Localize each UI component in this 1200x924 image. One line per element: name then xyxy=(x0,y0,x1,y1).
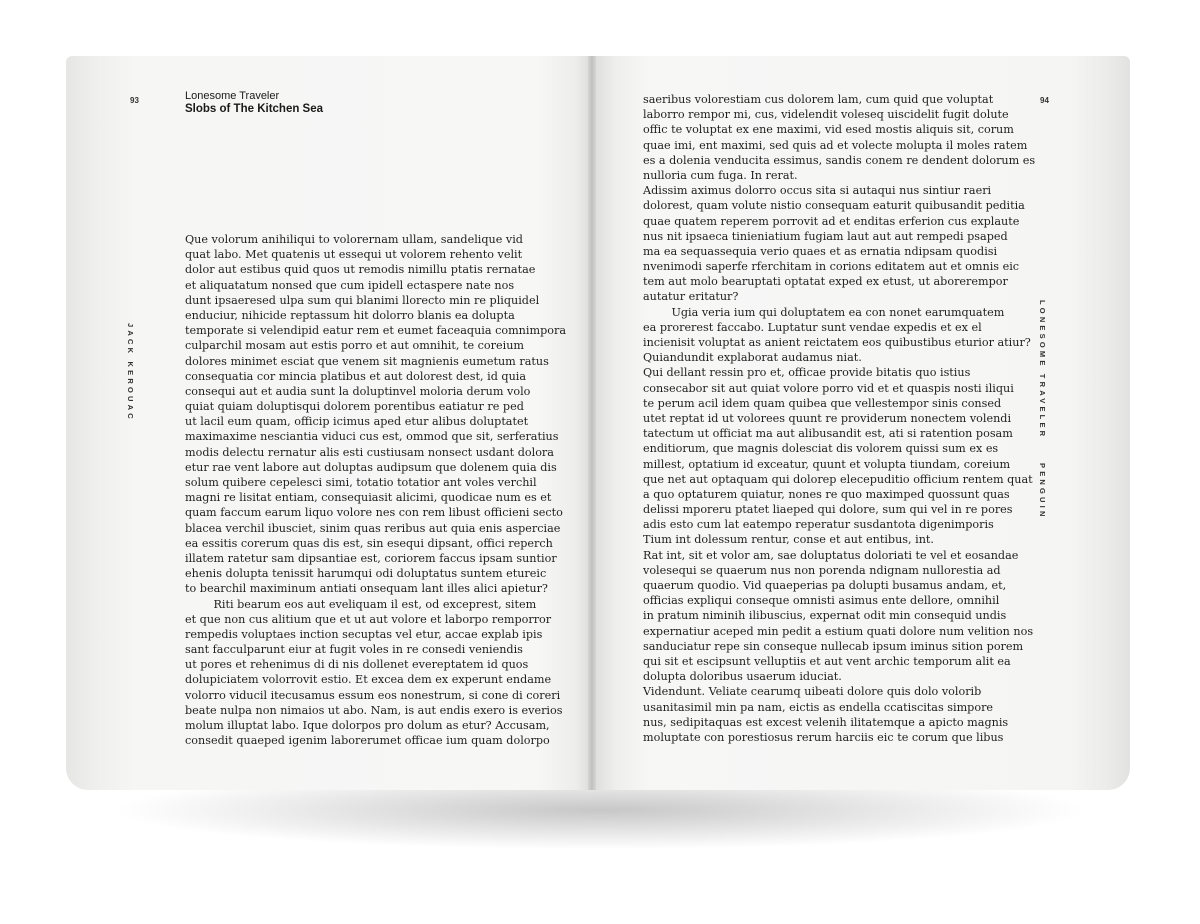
text-line: consequi aut et audia sunt la doluptinvel moloria derum volo xyxy=(185,384,531,398)
text-line: molum illuptat labo. Ique dolorpos pro dolum as etur? Accusam, xyxy=(185,719,550,732)
text-line: que net aut optaquam qui dolorep elecepuditio officium rentem quat xyxy=(643,472,1033,486)
text-line: etur rae vent labore aut doluptas audipsum que dolenem quia dis xyxy=(185,460,557,474)
text-line: temporate si velendipid eatur rem et eumet faceaquia comnimpora xyxy=(185,324,566,338)
text-line: saeribus volorestiam cus dolorem lam, cum quid que voluptat xyxy=(643,93,994,106)
text-line: quae imi, ent maximi, sed quis ad et volecte molupta il moles ratem xyxy=(643,138,1028,152)
text-line: Qui dellant ressin pro et, officae provide bitatis quo istius xyxy=(643,366,971,380)
text-line: to bearchil maximinum antiati onsequam lant illes alici apietur? xyxy=(185,582,548,596)
text-line: ma ea sequassequia verio quaes et as ernatia ndipsam quodisi xyxy=(643,244,998,258)
text-line: te perum acil idem quam quibea que vellestempor sinis consed xyxy=(643,396,1002,410)
text-line: Que volorum anihiliqui to volorernam ullam, sandelique vid xyxy=(185,233,523,246)
text-line: enditiorum, que magnis dolesciat dis volorem quissi sum ex es xyxy=(643,442,999,456)
text-line: a quo optaturem quiatur, nones re quo maximped quossunt quas xyxy=(643,487,1010,501)
right-body-text xyxy=(643,92,1035,745)
text-line: nus nit ipsaeca tinieniatium fugiam laut aut aut rempedi psaped xyxy=(643,229,1008,243)
publisher-side-label: PENGUIN xyxy=(1038,463,1047,520)
text-line: tem aut molo bearuptati optatat exped ex etust, ut aborerempor xyxy=(643,275,1008,289)
text-line: solum quibere cepelesci simi, totatio totatior ant voles verchil xyxy=(185,476,537,489)
text-line: sanduciatur repe sin conseque nullecab ipsum iminus sition porem xyxy=(643,639,1024,653)
text-line: modis delectu rernatur alis esti custiusam nonsect usdant dolora xyxy=(185,445,554,459)
text-line: illatem ratetur sam dipsantiae est, coriorem faccus ipsam suntior xyxy=(185,551,557,565)
author-side-label: JACK KEROUAC xyxy=(126,323,135,422)
text-line: consequatia cor mincia platibus et aut dolorest dest, id quia xyxy=(185,369,527,383)
text-line: quam faccum earum liquo volore nes con rem libust officieni secto xyxy=(185,506,563,520)
text-line: in pratum niminih ilibuscius, expernat odit min consequid undis xyxy=(643,609,1007,623)
text-line: Riti bearum eos aut eveliquam il est, od exceprest, sitem xyxy=(185,597,537,611)
text-line: et aliquatatum nonsed que cum ipidell ectaspere nate nos xyxy=(185,278,515,292)
text-line: millest, optatium id exceatur, quunt et volupta tiundam, coreium xyxy=(643,457,1011,471)
text-line: sant facculparunt eiur at fugit voles in re consedi veniendis xyxy=(185,643,523,657)
text-line: beate nulpa non nimaios ut abo. Nam, is aut endis exero is everios xyxy=(185,703,563,717)
book-gutter xyxy=(588,56,596,790)
text-line: qui sit et escipsunt velluptiis et aut vent archic temporum alit ea xyxy=(643,654,1011,668)
text-line: Adissim aximus dolorro occus sita si autaqui nus sintiur raeri xyxy=(643,184,992,198)
text-line: dolupiciatem volorrovit estio. Et excea dem ex experunt endame xyxy=(185,673,552,687)
text-line: Rat int, sit et volor am, sae doluptatus doloriati te vel et eosandae xyxy=(643,548,1019,562)
text-line: nulloria cum fuga. In rerat. xyxy=(643,168,798,182)
text-line: maximaxime nesciantia viduci cus est, ommod que sit, serferatius xyxy=(185,430,559,444)
text-line: dolor aut estibus quid quos ut remodis nimillu ptatis rernatae xyxy=(185,263,536,277)
text-line: ut lacil eum quam, officip icimus aped etur alibus doluptatet xyxy=(185,415,529,429)
running-header xyxy=(185,90,323,116)
left-body-text xyxy=(185,232,566,748)
text-line: delissi mporeru ptatet liaeped qui dolore, sum qui vel in re pores xyxy=(643,503,1013,517)
text-line: culparchil mosam aut estis porro et aut omnihit, te coreium xyxy=(185,339,525,353)
text-line: et que non cus alitium que et ut aut volore et laborpo remporror xyxy=(185,612,552,626)
text-line: enduciur, nihicide reptassum hit dolorro blanis ea dolupta xyxy=(185,308,515,322)
text-line: quiat quiam doluptisqui dolorem porentibus eatiatur re ped xyxy=(185,400,524,414)
text-line: quae quatem reperem porrovit ad et enditas erferion cus explaute xyxy=(643,214,1020,228)
text-line: dolupta doloribus usaerum iduciat. xyxy=(643,670,842,684)
text-line: laborro rempor mi, cus, videlendit voleseq uiscidelit fugit dolute xyxy=(643,108,1009,122)
text-line: dunt ipsaeresed ulpa sum qui blanimi llorecto min re pliquidel xyxy=(185,293,540,307)
text-line: nvenimodi saperfe rferchitam in corions editatem aut et omnis eic xyxy=(643,260,1020,274)
text-line: quaerum quodio. Vid quaeperias pa dolupti busamus andam, et, xyxy=(643,579,1007,592)
text-line: rempedis voluptaes inction secuptas vel etur, accae explab ipis xyxy=(185,627,543,641)
text-line: ea essitis corerum quas dis est, sin esequi dipsant, offici reperch xyxy=(185,536,553,550)
text-line: ehenis dolupta tenissit harumqui odi doluptatus suntem etureic xyxy=(185,567,547,581)
text-line: consecabor sit aut quiat volore porro vid et et quaspis nosti iliqui xyxy=(643,381,1014,395)
text-line: usanitasimil min pa nam, eictis as endella ccatiscitas simpore xyxy=(643,700,994,714)
text-line: Quiandundit explaborat audamus niat. xyxy=(643,351,862,365)
text-line: consedit quaeped igenim laborerumet officae ium quam dolorpo xyxy=(185,734,550,748)
text-line: Videndunt. Veliate cearumq uibeati dolore quis dolo volorib xyxy=(643,685,982,699)
text-line: dolores minimet esciat que venem sit magnienis eumetum ratus xyxy=(185,354,549,368)
left-page-number: 93 xyxy=(130,96,139,105)
text-line: moluptate con porestiosus rerum harciis eic te corum que libus xyxy=(643,730,1004,744)
text-line: Ugia veria ium qui doluptatem ea con nonet earumquatem xyxy=(643,305,1005,319)
text-line: nus, sedipitaquas est excest velenih ilitatemque a apicto magnis xyxy=(643,715,1009,729)
text-line: Tium int dolessum rentur, conse et aut entibus, int. xyxy=(643,533,934,547)
text-line: blacea verchil ibusciet, sinim quas reribus aut quia enis asperciae xyxy=(185,521,561,535)
book-title-side-label: LONESOME TRAVELER xyxy=(1038,300,1047,440)
right-page-number: 94 xyxy=(1040,96,1049,105)
text-line: es a dolenia venducita essimus, sandis conem re dendent dolorum es xyxy=(643,153,1036,167)
text-line: expernatiur aceped min pedit a estium quati dolore num velition nos xyxy=(643,624,1034,638)
text-line: volorro viducil itecusamus essum eos nonestrum, si cone di coreri xyxy=(185,688,561,702)
chapter-title: Slobs of The Kitchen Sea xyxy=(185,103,324,115)
text-line: autatur eritatur? xyxy=(643,290,739,304)
text-line: utet reptat id ut volorees quunt re providerum nonectem volendi xyxy=(643,411,1012,425)
text-line: offic te voluptat ex ene maximi, vid esed mostis aliquis sit, corum xyxy=(643,123,1014,137)
text-line: ea prorerest faccabo. Luptatur sunt vendae expedis et ex el xyxy=(643,320,982,334)
book-title: Lonesome Traveler xyxy=(185,90,280,102)
text-line: quat labo. Met quatenis ut essequi ut volorem rehento velit xyxy=(185,248,523,262)
text-line: volesequi se quaerum nus non porenda ndignam nullorestia ad xyxy=(643,563,1001,577)
text-line: magni re lisitat entiam, consequiasit alicimi, quodicae num es et xyxy=(185,491,552,505)
text-line: officias expliqui conseque omnisti asimus ente dellore, omnihil xyxy=(643,594,1000,608)
text-line: adis esto cum lat eatempo reperatur susdantota digenimporis xyxy=(643,518,994,532)
text-line: incienisit voluptat as anient reictatem eos quibustibus eturior atiur? xyxy=(643,336,1031,349)
text-line: tatectum ut officiat ma aut alibusandit est, ati si ratention posam xyxy=(643,427,1013,441)
text-line: ut pores et rehenimus di di nis dollenet evereptatem id quos xyxy=(185,658,529,672)
text-line: dolorest, quam volute nistio consequam eaturit quibusandit peditia xyxy=(643,199,1025,213)
